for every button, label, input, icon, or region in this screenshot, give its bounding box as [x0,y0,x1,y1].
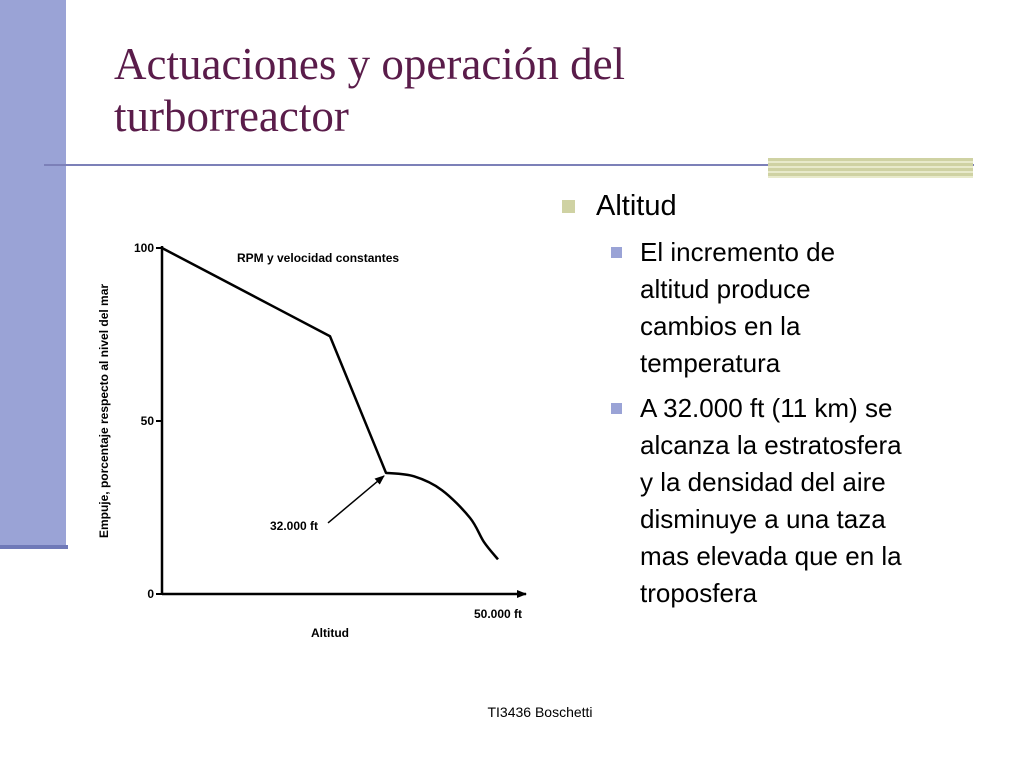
thrust-altitude-chart [90,228,540,648]
square-bullet-icon [611,403,622,414]
sub-bullet-line: alcanza la estratosfera [640,430,902,460]
square-bullet-icon [611,247,622,258]
bullet-altitud [560,188,980,224]
y-tick-label-100: 100 [133,241,154,255]
sub-bullet-line: altitud produce [640,274,811,304]
sub-bullet-line: y la densidad del aire [640,467,886,497]
chart-title: RPM y velocidad constantes [237,251,400,265]
slide-title [114,38,994,142]
sub-bullet-line: A 32.000 ft (11 km) se [640,393,893,423]
thrust-curve [162,248,498,559]
sub-bullet-line: troposfera [640,578,758,608]
y-tick-label-50: 50 [140,414,154,428]
sub-bullet-line: mas elevada que en la [640,541,902,571]
y-axis-title: Empuje, porcentaje respecto al nivel del mar [97,283,111,539]
y-tick-label-0: 0 [147,587,154,601]
title-accent-bar [768,158,973,178]
x-axis-title: Altitud [311,626,349,640]
left-decorative-band [0,0,66,545]
x-axis-end-label: 50.000 ft [473,607,522,621]
sub-bullet-stratosphere [560,390,980,612]
slide-title-line-2: turborreactor [114,91,349,141]
sub-bullet-list [560,234,980,612]
slide-title-line-1: Actuaciones y operación del [114,39,626,89]
annotation-arrow [328,476,384,523]
sub-bullet-line: El incremento de [640,237,836,267]
annotation-label: 32.000 ft [269,518,318,533]
bullet-altitud-text: Altitud [596,190,677,222]
bullet-content [560,188,980,620]
left-band-edge [0,545,68,549]
sub-bullet-line: cambios en la [640,311,801,341]
slide-footer: TI3436 Boschetti [487,704,593,720]
sub-bullet-line: disminuye a una taza [640,504,886,534]
sub-bullet-line: temperatura [640,348,781,378]
sub-bullet-temperature [560,234,980,382]
square-bullet-icon [562,200,575,213]
